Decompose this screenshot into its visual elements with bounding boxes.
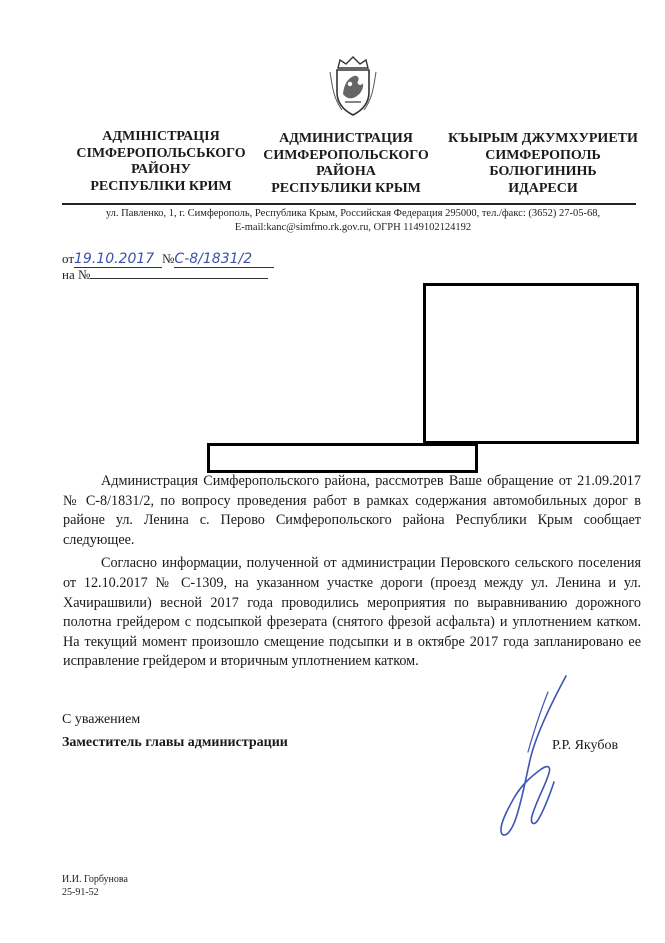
incoming-label: на № — [62, 267, 91, 282]
executor-info — [62, 873, 128, 899]
incoming-reference — [62, 265, 268, 283]
header-crimean-tatar — [448, 131, 638, 197]
header-ukrainian-line: СІМФЕРОПОЛЬСЬКОГО — [76, 145, 246, 161]
header-ukrainian — [66, 129, 256, 195]
executor-phone: 25-91-52 — [62, 887, 99, 898]
header-crimean-tatar-line: КЪЫРЫМ ДЖУМХУРИЕТИ — [448, 131, 638, 146]
header-crimean-tatar-line: ИДАРЕСИ — [508, 180, 578, 196]
contact-address: ул. Павленко, 1, г. Симферополь, Республика Крым, Российская Федерация 295000, тел./факс: (3652) 27-05-68, — [105, 208, 601, 219]
body-paragraph: Согласно информации, полученной от администрации Перовского сельского поселения от 12.10.2017 № С-1309, на указанном участке дороги (проезд между ул. Ленина и ул. Хачирашвили) весной 2017 года проводились мероприятия по выравниванию дорожного полотна грейдером с подсыпкой фрезерата (снятого фрезой асфальта) и уплотнением катком. На текущий момент произошло смещение подсыпки и в октябре 2017 года запланировано ее исправление грейдером и вторичным уплотнением катком. — [63, 555, 641, 670]
number-sign: № — [162, 251, 175, 266]
header-ukrainian-line: РАЙОНУ — [131, 162, 191, 177]
header-ukrainian-line: АДМІНІСТРАЦІЯ — [102, 129, 220, 144]
header-crimean-tatar-line: БОЛЮГИНИНЬ — [489, 164, 597, 179]
header-russian-line: РЕСПУБЛИКИ КРЫМ — [271, 180, 421, 196]
redacted-salutation-box — [207, 443, 478, 473]
header-divider — [62, 203, 636, 205]
header-russian — [254, 131, 438, 197]
header-ukrainian-line: РЕСПУБЛІКИ КРИМ — [90, 178, 232, 194]
letter-body — [63, 472, 641, 676]
header-russian-line: АДМИНИСТРАЦИЯ — [279, 131, 413, 146]
incoming-number-blank — [90, 265, 268, 279]
outgoing-number: С-8/1831/2 — [174, 251, 274, 268]
body-paragraph: Администрация Симферопольского района, рассмотрев Ваше обращение от 21.09.2017 № С-8/1831/2, по вопросу проведения работ в рамках содержания автомобильных дорог в районе ул. Ленина с. Перово Симферопольского района Республики Крым сообщает следующее. — [63, 473, 641, 548]
signer-position: Заместитель главы администрации — [62, 735, 288, 750]
contact-email: E-mail:kanc@simfmo.rk.gov.ru, ОГРН 1149102124192 — [234, 222, 472, 233]
executor-name: И.И. Горбунова — [62, 874, 128, 885]
header-crimean-tatar-line: СИМФЕРОПОЛЬ — [485, 147, 601, 163]
header-russian-line: РАЙОНА — [316, 164, 376, 179]
from-label: от — [62, 251, 75, 266]
handwritten-signature — [492, 672, 582, 842]
outgoing-date: 19.10.2017 — [74, 251, 162, 268]
contact-info — [58, 207, 648, 235]
header-russian-line: СИМФЕРОПОЛЬСКОГО — [263, 147, 429, 163]
signer-name: Р.Р. Якубов — [552, 738, 619, 753]
closing-greeting: С уважением — [62, 712, 141, 727]
crimea-coat-of-arms-icon — [328, 54, 378, 118]
redacted-addressee-box — [423, 283, 639, 444]
